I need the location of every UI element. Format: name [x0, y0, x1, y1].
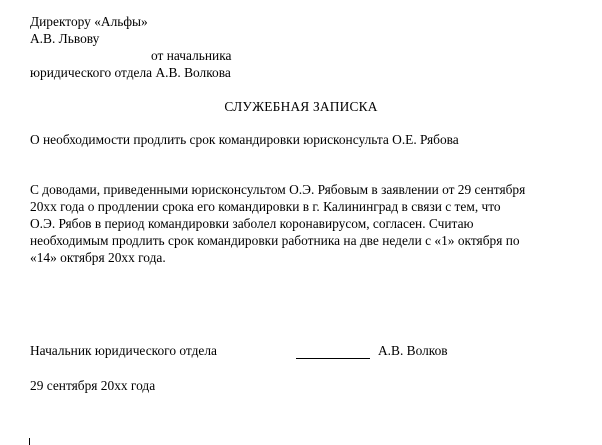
body-line: 20хх года о продлении срока его командировки в г. Калининград в связи с тем, что: [30, 199, 501, 214]
signatory-position: Начальник юридического отдела: [30, 343, 217, 358]
body-line: «14» октября 20хх года.: [30, 250, 166, 265]
addressee-line-name: А.В. Львову: [30, 31, 100, 46]
signature-line: [296, 358, 370, 359]
document-subject: О необходимости продлить срок командировки юрисконсульта О.Е. Рябова: [30, 132, 459, 147]
body-line: С доводами, приведенными юрисконсультом О.Э. Рябовым в заявлении от 29 сентября: [30, 182, 526, 197]
signatory-name: А.В. Волков: [378, 343, 448, 358]
addressee-line-director: Директору «Альфы»: [30, 14, 148, 29]
text-cursor-mark: [29, 438, 30, 445]
body-line: необходимым продлить срок командировки работника на две недели с «1» октября по: [30, 233, 520, 248]
body-line: О.Э. Рябов в период командировки заболел коронавирусом, согласен. Считаю: [30, 216, 474, 231]
document-body: [30, 182, 590, 267]
sender-line-from: от начальника: [151, 48, 232, 63]
document-title: СЛУЖЕБНАЯ ЗАПИСКА: [224, 99, 378, 114]
document-date: 29 сентября 20хх года: [30, 378, 156, 393]
sender-line-department: юридического отдела А.В. Волкова: [30, 65, 231, 80]
